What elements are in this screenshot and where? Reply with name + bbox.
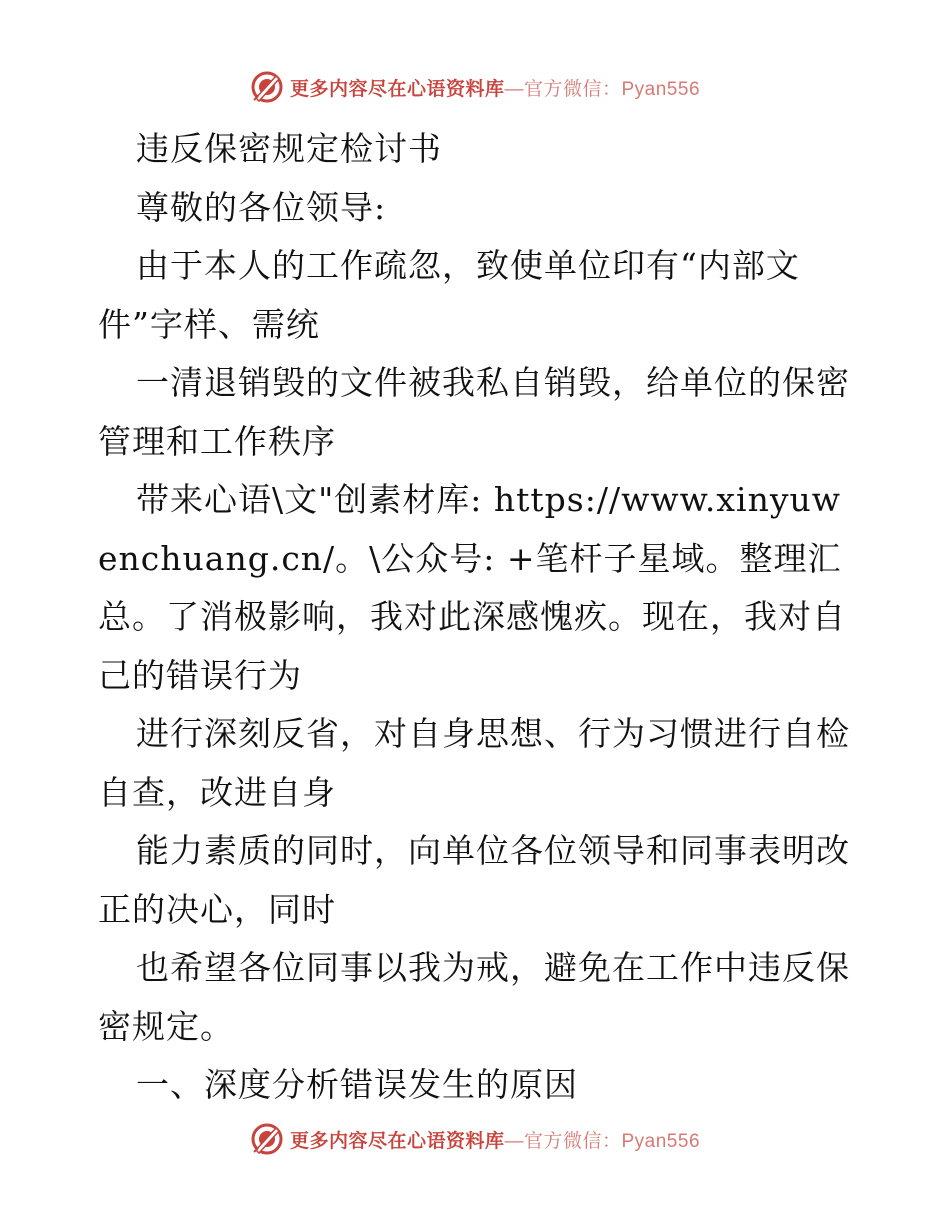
banner-text: [290, 1126, 700, 1153]
header-banner: [0, 70, 950, 104]
paragraph: 一清退销毁的文件被我私自销毁，给单位的保密管理和工作秩序: [98, 363, 850, 461]
banner-text: [290, 74, 700, 101]
banner-title: 更多内容尽在心语资料库: [289, 1129, 505, 1152]
paragraph: 带来心语\文"创素材库: https://www.xinyuwenchuang.cn/。\公众号: +笔杆子星域。整理汇总。了消极影响，我对此深感愧疚。现在，我对自己的错误行为: [98, 480, 846, 695]
document-body: [98, 120, 858, 1115]
banner-title: 更多内容尽在心语资料库: [289, 77, 505, 100]
banner-wechat: 官方微信：Pyan556: [524, 1130, 701, 1152]
footer-banner: [0, 1122, 950, 1156]
banner-dash: —: [504, 1130, 524, 1152]
paragraph: 进行深刻反省，对自身思想、行为习惯进行自检自查，改进自身: [98, 714, 850, 812]
banner-dash: —: [504, 78, 524, 100]
paragraph: 也希望各位同事以我为戒，避免在工作中违反保密规定。: [98, 948, 850, 1046]
section-heading: 一、深度分析错误发生的原因: [136, 1065, 578, 1104]
document-title: 违反保密规定检讨书: [136, 129, 442, 168]
salutation: 尊敬的各位领导:: [136, 187, 387, 227]
pen-logo-icon: [250, 70, 284, 104]
banner-wechat: 官方微信：Pyan556: [524, 78, 701, 100]
paragraph: 能力素质的同时，向单位各位领导和同事表明改正的决心，同时: [98, 831, 850, 929]
pen-logo-icon: [250, 1122, 284, 1156]
paragraph: 由于本人的工作疏忽，致使单位印有“内部文件”字样、需统: [98, 246, 800, 344]
